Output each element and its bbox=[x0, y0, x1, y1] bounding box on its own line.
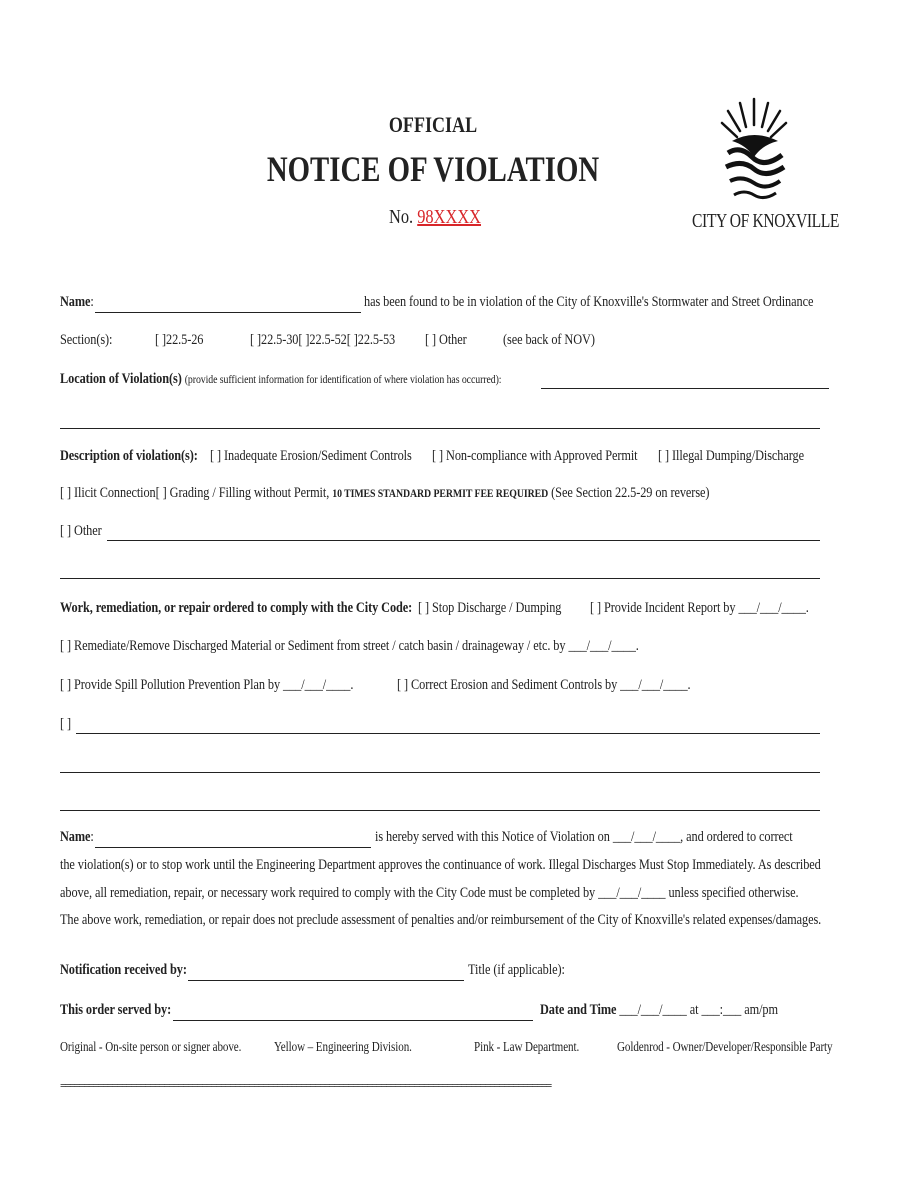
work-option-incident-report-label: [ ] Provide Incident Report by bbox=[590, 600, 736, 616]
date-time-row bbox=[540, 1002, 778, 1019]
page-title: NOTICE OF VIOLATION bbox=[266, 149, 600, 189]
footer-divider: ======================================================================================================== bbox=[60, 1080, 551, 1092]
served-date[interactable]: ___/___/____, bbox=[612, 829, 684, 845]
served-paragraph-line-3a: above, all remediation, repair, or necessary work required to comply with the City Code must be completed by bbox=[60, 885, 596, 901]
desc-option-dumping[interactable]: [ ] Illegal Dumping/Discharge bbox=[658, 448, 804, 464]
section-label: Section(s): bbox=[60, 332, 113, 348]
notice-number-label: No. bbox=[388, 206, 414, 228]
served-name-colon: : bbox=[90, 829, 94, 845]
time-field[interactable]: ___:___ bbox=[701, 1002, 742, 1018]
desc-option-other[interactable]: [ ] Other bbox=[60, 523, 102, 539]
notification-received-field[interactable] bbox=[188, 980, 464, 981]
erosion-controls-date[interactable]: ___/___/____. bbox=[620, 677, 691, 693]
work-option-other[interactable]: [ ] bbox=[60, 716, 72, 732]
section-see-back: (see back of NOV) bbox=[503, 332, 595, 348]
served-paragraph-line-4: The above work, remediation, or repair does not preclude assessment of penalties and/or reimbursement of the City of Knoxville's related expenses/damages. bbox=[60, 912, 822, 928]
location-field-line-2[interactable] bbox=[60, 428, 820, 429]
desc-row-2 bbox=[60, 485, 709, 502]
section-option-22-5-26[interactable]: [ ]22.5-26 bbox=[155, 332, 204, 348]
copy-goldenrod: Goldenrod - Owner/Developer/Responsible Party bbox=[617, 1039, 833, 1054]
name-violation-text: has been found to be in violation of the City of Knoxville's Stormwater and Street Ordinance bbox=[364, 294, 814, 310]
served-paragraph-line-2: the violation(s) or to stop work until the Engineering Department approves the continuance of work. Illegal Discharges Must Stop Immediately. As described bbox=[60, 857, 821, 873]
served-name-label-row bbox=[60, 829, 94, 846]
work-option-remediate[interactable] bbox=[60, 638, 639, 655]
see-section-22-5-29: (See Section 22.5-29 on reverse) bbox=[551, 485, 710, 501]
at-label: at bbox=[689, 1002, 699, 1018]
work-option-spill-plan[interactable] bbox=[60, 677, 353, 694]
remediate-date[interactable]: ___/___/____. bbox=[568, 638, 639, 654]
city-logo bbox=[682, 95, 840, 240]
copy-original: Original - On-site person or signer above. bbox=[60, 1039, 242, 1054]
served-name-field[interactable] bbox=[95, 847, 371, 848]
order-served-by-label: This order served by: bbox=[60, 1002, 172, 1018]
name-field[interactable] bbox=[95, 312, 361, 313]
section-option-other[interactable]: [ ] Other bbox=[425, 332, 467, 348]
work-option-remediate-label: [ ] Remediate/Remove Discharged Material or Sediment from street / catch basin / drainageway / etc. by bbox=[60, 638, 566, 654]
served-paragraph-line-3b: unless specified otherwise. bbox=[668, 885, 799, 901]
desc-option-permit[interactable]: [ ] Non-compliance with Approved Permit bbox=[432, 448, 638, 464]
desc-other-field[interactable] bbox=[107, 540, 820, 541]
incident-report-date[interactable]: ___/___/____. bbox=[738, 600, 809, 616]
notification-received-label: Notification received by: bbox=[60, 962, 187, 978]
copy-pink: Pink - Law Department. bbox=[474, 1039, 580, 1054]
date-field[interactable]: ___/___/____ bbox=[619, 1002, 687, 1018]
served-text: is hereby served with this Notice of Violation on bbox=[375, 829, 610, 845]
work-other-field-line-3[interactable] bbox=[60, 810, 820, 811]
work-other-field[interactable] bbox=[76, 733, 820, 734]
permit-fee-notice: 10 TIMES STANDARD PERMIT FEE REQUIRED bbox=[332, 486, 549, 500]
desc-other-field-line-2[interactable] bbox=[60, 578, 820, 579]
desc-option-illicit-grading[interactable]: [ ] Ilicit Connection[ ] Grading / Filling without Permit, bbox=[60, 485, 330, 501]
work-other-field-line-2[interactable] bbox=[60, 772, 820, 773]
location-label-row bbox=[60, 371, 501, 388]
location-note: (provide sufficient information for identification of where violation has occurred): bbox=[184, 372, 502, 386]
city-logo-text: CITY OF KNOXVILLE bbox=[692, 210, 840, 232]
city-logo-icon bbox=[682, 95, 832, 205]
location-label: Location of Violation(s) bbox=[60, 371, 182, 387]
work-option-spill-plan-label: [ ] Provide Spill Pollution Prevention Plan by bbox=[60, 677, 281, 693]
work-option-erosion-controls[interactable] bbox=[397, 677, 691, 694]
served-tail: and ordered to correct bbox=[686, 829, 793, 845]
description-label: Description of violation(s): bbox=[60, 448, 198, 464]
work-option-incident-report[interactable] bbox=[590, 600, 809, 617]
section-option-22-5-30-52-53[interactable]: [ ]22.5-30[ ]22.5-52[ ]22.5-53 bbox=[250, 332, 396, 348]
spill-plan-date[interactable]: ___/___/____. bbox=[283, 677, 354, 693]
title-label: Title (if applicable): bbox=[468, 962, 565, 978]
served-name-label: Name bbox=[60, 829, 91, 845]
copy-yellow: Yellow – Engineering Division. bbox=[274, 1039, 412, 1054]
work-option-stop-discharge[interactable]: [ ] Stop Discharge / Dumping bbox=[418, 600, 562, 616]
completion-date[interactable]: ___/___/____ bbox=[598, 885, 666, 901]
ampm-label: am/pm bbox=[744, 1002, 778, 1018]
desc-option-erosion[interactable]: [ ] Inadequate Erosion/Sediment Controls bbox=[210, 448, 412, 464]
header-official: OFFICIAL bbox=[388, 112, 478, 137]
name-colon: : bbox=[90, 294, 94, 310]
order-served-by-field[interactable] bbox=[173, 1020, 533, 1021]
name-label: Name bbox=[60, 294, 91, 310]
work-label: Work, remediation, or repair ordered to comply with the City Code: bbox=[60, 600, 413, 616]
name-label-row bbox=[60, 294, 94, 311]
served-statement bbox=[375, 829, 793, 846]
location-field[interactable] bbox=[541, 388, 829, 389]
date-time-label: Date and Time bbox=[540, 1002, 617, 1018]
work-option-erosion-controls-label: [ ] Correct Erosion and Sediment Controls by bbox=[397, 677, 618, 693]
notice-number-value: 98XXXX bbox=[417, 206, 482, 228]
served-paragraph-line-3 bbox=[60, 885, 798, 902]
